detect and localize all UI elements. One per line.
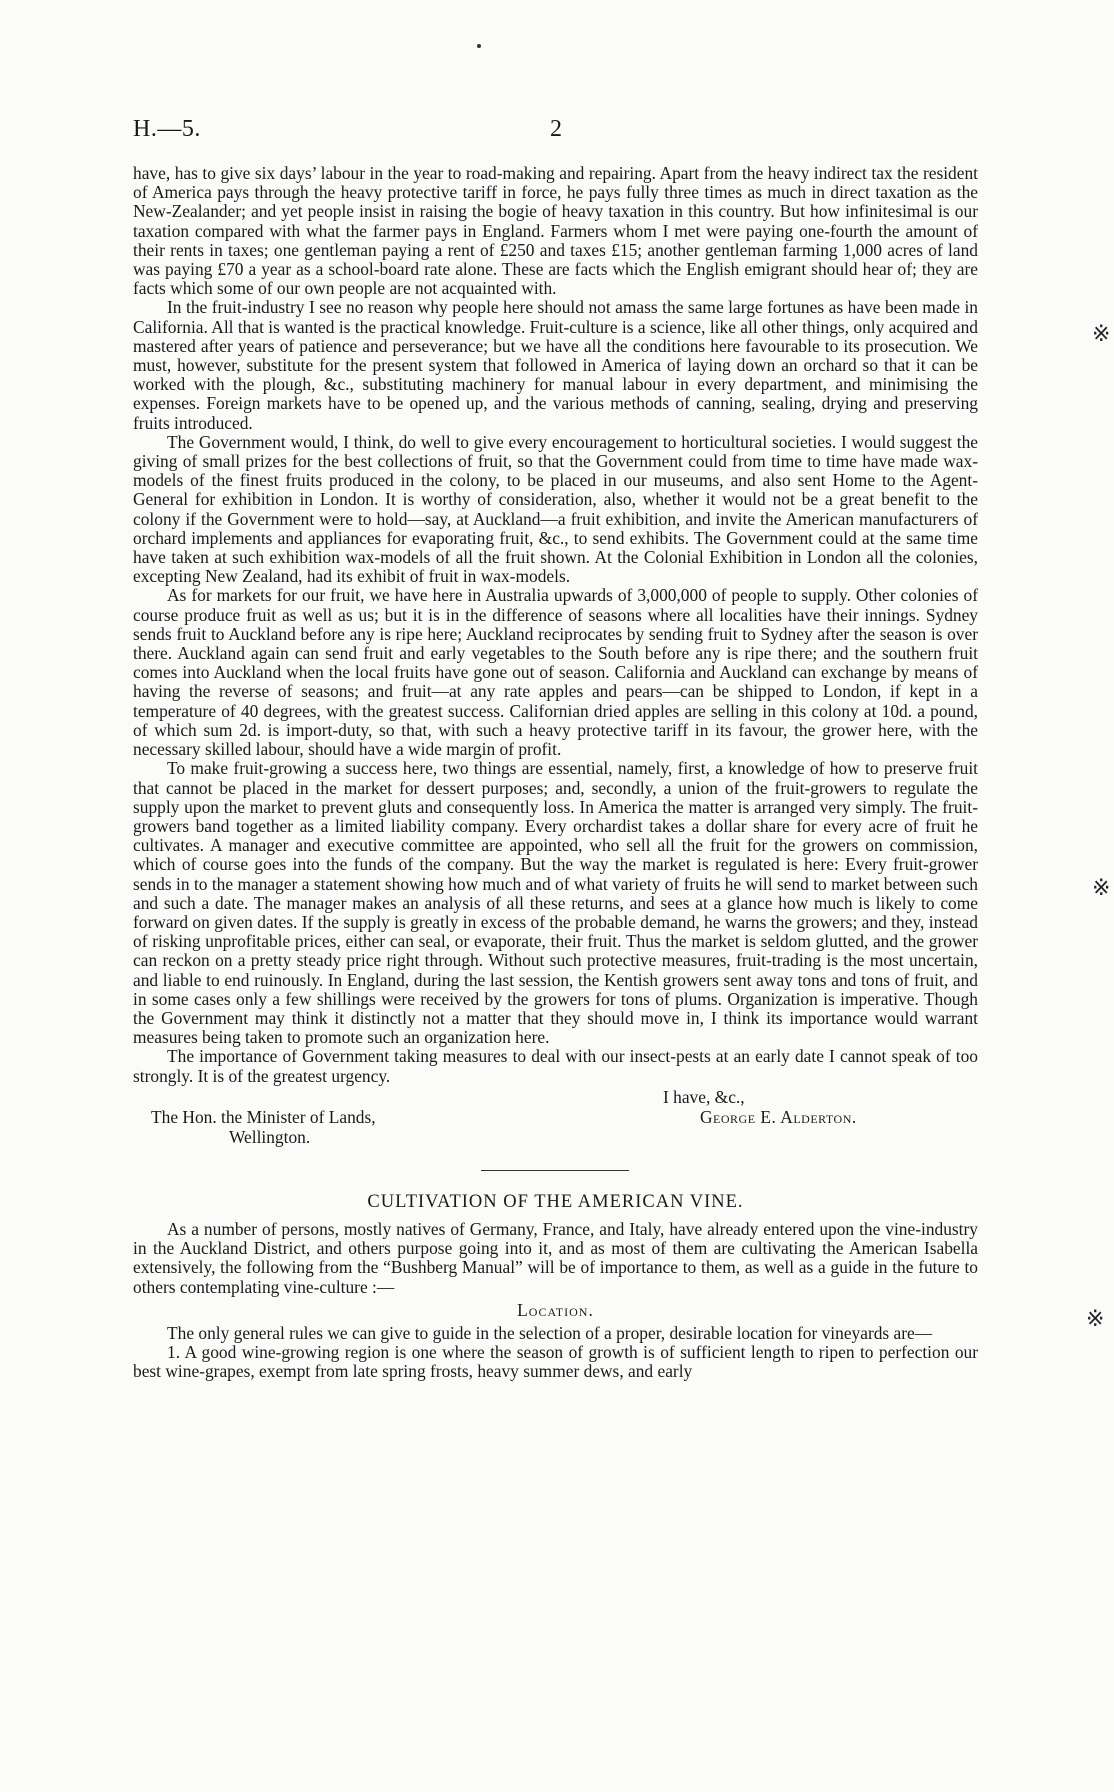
paragraph: As a number of persons, mostly natives of Germany, France, and Italy, have already entered upon the vine-industry in the Auckland District, and others purpose going into it, and as most of them are cultivating the American Isabella extensively, the following from the “Bushberg Manual” will be of importance to them, as well as a guide in the future to others contemplating vine-culture :— [133, 1218, 978, 1297]
margin-tick-icon: ※ [1092, 322, 1111, 347]
margin-tick-icon: ※ [1092, 876, 1111, 901]
page-number: 2 [550, 116, 562, 142]
paragraph: The Government would, I think, do well to give every encouragement to horticultural societies. I would suggest the giving of small prizes for the best collections of fruit, so that the Government could from time to time have made wax-models of the finest fruits produced in the colony, to be placed in our museums, and also sent Home to the Agent-General for exhibition in London. It is worthy of consideration, also, whether it would not be a great benefit to the colony if the Government were to hold—say, at Auckland—a fruit exhibition, and invite the American manufacturers of orchard implements and appliances for evaporating fruit, &c., to send exhibits. The Government could at the same time have taken at such exhibition wax-models of all the fruit shown. At the Colonial Exhibition in London all the colonies, excepting New Zealand, had its exhibit of fruit in wax-models. [133, 431, 978, 587]
signoff-block [133, 1088, 978, 1170]
paragraph: As for markets for our fruit, we have here in Australia upwards of 3,000,000 of people to supply. Other colonies of course produce fruit as well as us; but it is in the difference of seasons where all localities have their innings. Sydney sends fruit to Auckland before any is ripe here; Auckland reciprocates by sending fruit to Sydney after the season is over there. Auckland again can send fruit and early vegetables to the South before any is ripe there; and the southern fruit comes into Auckland when the local fruits have gone out of season. California and Auckland can exchange by means of having the reverse of seasons; and fruit—at any rate apples and pears—can be shipped to London, if kept in a temperature of 40 degrees, with the greatest success. Californian dried apples are selling in this colony at 10d. a pound, of which sum 2d. is import-duty, so that, with such a heavy protective tariff in its favour, the grower here, with the necessary skilled labour, should have a wide margin of profit. [133, 585, 978, 760]
paragraph: have, has to give six days’ labour in the year to road-making and repairing. Apart from the heavy indirect tax the resident of America pays through the heavy protective tariff in force, he pays fully three times as much in direct taxation as the New-Zealander; and yet people insist in raising the bogie of heavy taxation in this country. But how infinitesimal is our taxation compared with what the farmer pays in England. Farmers whom I met were paying one-fourth the amount of their rents in taxes; one gentleman paying a rent of £250 and taxes £15; another gentleman farming 1,000 acres of land was paying £70 a year as a school-board rate alone. These are facts which the English emigrant should hear of; they are facts which some of our own people are not acquainted with. [133, 163, 978, 299]
addressee: The Hon. the Minister of Lands, [151, 1106, 376, 1127]
section-divider [481, 1170, 629, 1171]
closing: I have, &c., [663, 1086, 745, 1107]
body-text [133, 164, 978, 1382]
subheading: Location. [517, 1299, 594, 1320]
paragraph: The only general rules we can give to guide in the selection of a proper, desirable location for vineyards are— [167, 1322, 933, 1343]
section-title: CULTIVATION OF THE AMERICAN VINE. [367, 1191, 744, 1212]
document-reference: H.—5. [133, 116, 201, 142]
page [133, 0, 978, 1792]
paragraph: The importance of Government taking measures to deal with our insect-pests at an early date I cannot speak of too strongly. It is of the greatest urgency. [133, 1046, 978, 1086]
paragraph: 1. A good wine-growing region is one where the season of growth is of sufficient length to ripen to perfection our best wine-grapes, exempt from late spring frosts, heavy summer dews, and early [133, 1342, 978, 1382]
paragraph: To make fruit-growing a success here, two things are essential, namely, first, a knowledge of how to preserve fruit that cannot be placed in the market for dessert purposes; and, secondly, a union of the fruit-growers to regulate the supply upon the market to prevent gluts and consequently loss. In America the matter is arranged very simply. The fruit-growers band together as a limited liability company. Every orchardist takes a dollar share for every acre of fruit he cultivates. A manager and executive committee are appointed, who sell all the fruit for the growers on commission, which of course goes into the funds of the company. But the way the market is regulated is here: Every fruit-grower sends in to the manager a statement showing how much and of what variety of fruits he will send to market between such and such a date. The manager makes an analysis of all these returns, and sees at a glance how much is likely to come forward on given dates. If the supply is greatly in excess of the probable demand, he warns the growers; and they, instead of risking unprofitable prices, either can seal, or evaporate, their fruit. Thus the market is seldom glutted, and the grower can reckon on a pretty steady price right through. Without such protective measures, fruit-trading is the most uncertain, and liable to end ruinously. In England, during the last session, the Kentish growers sent away tons and tons of fruit, and in some cases only a few shillings were received by the growers for tons of plums. Organization is imperative. Though the Government may think it distinctly not a matter that they should move in, I think its importance would warrant measures being taken to promote such an organization here. [133, 758, 978, 1048]
page-header [133, 116, 978, 146]
margin-tick-icon: ※ [1086, 1307, 1105, 1332]
addressee-city: Wellington. [229, 1126, 311, 1147]
signature: George E. Alderton. [700, 1106, 857, 1127]
paragraph: In the fruit-industry I see no reason why people here should not amass the same large fortunes as have been made in California. All that is wanted is the practical knowledge. Fruit-culture is a science, like all other things, only acquired and mastered after years of patience and perseverance; but we have all the conditions here favourable to its prosecution. We must, however, substitute for the present system that followed in America of laying down an orchard so that it can be worked with the plough, &c., substituting machinery for manual labour in every department, and minimising the expenses. Foreign markets have to be opened up, and the various methods of canning, sealing, drying and preserving fruits introduced. [133, 297, 978, 433]
